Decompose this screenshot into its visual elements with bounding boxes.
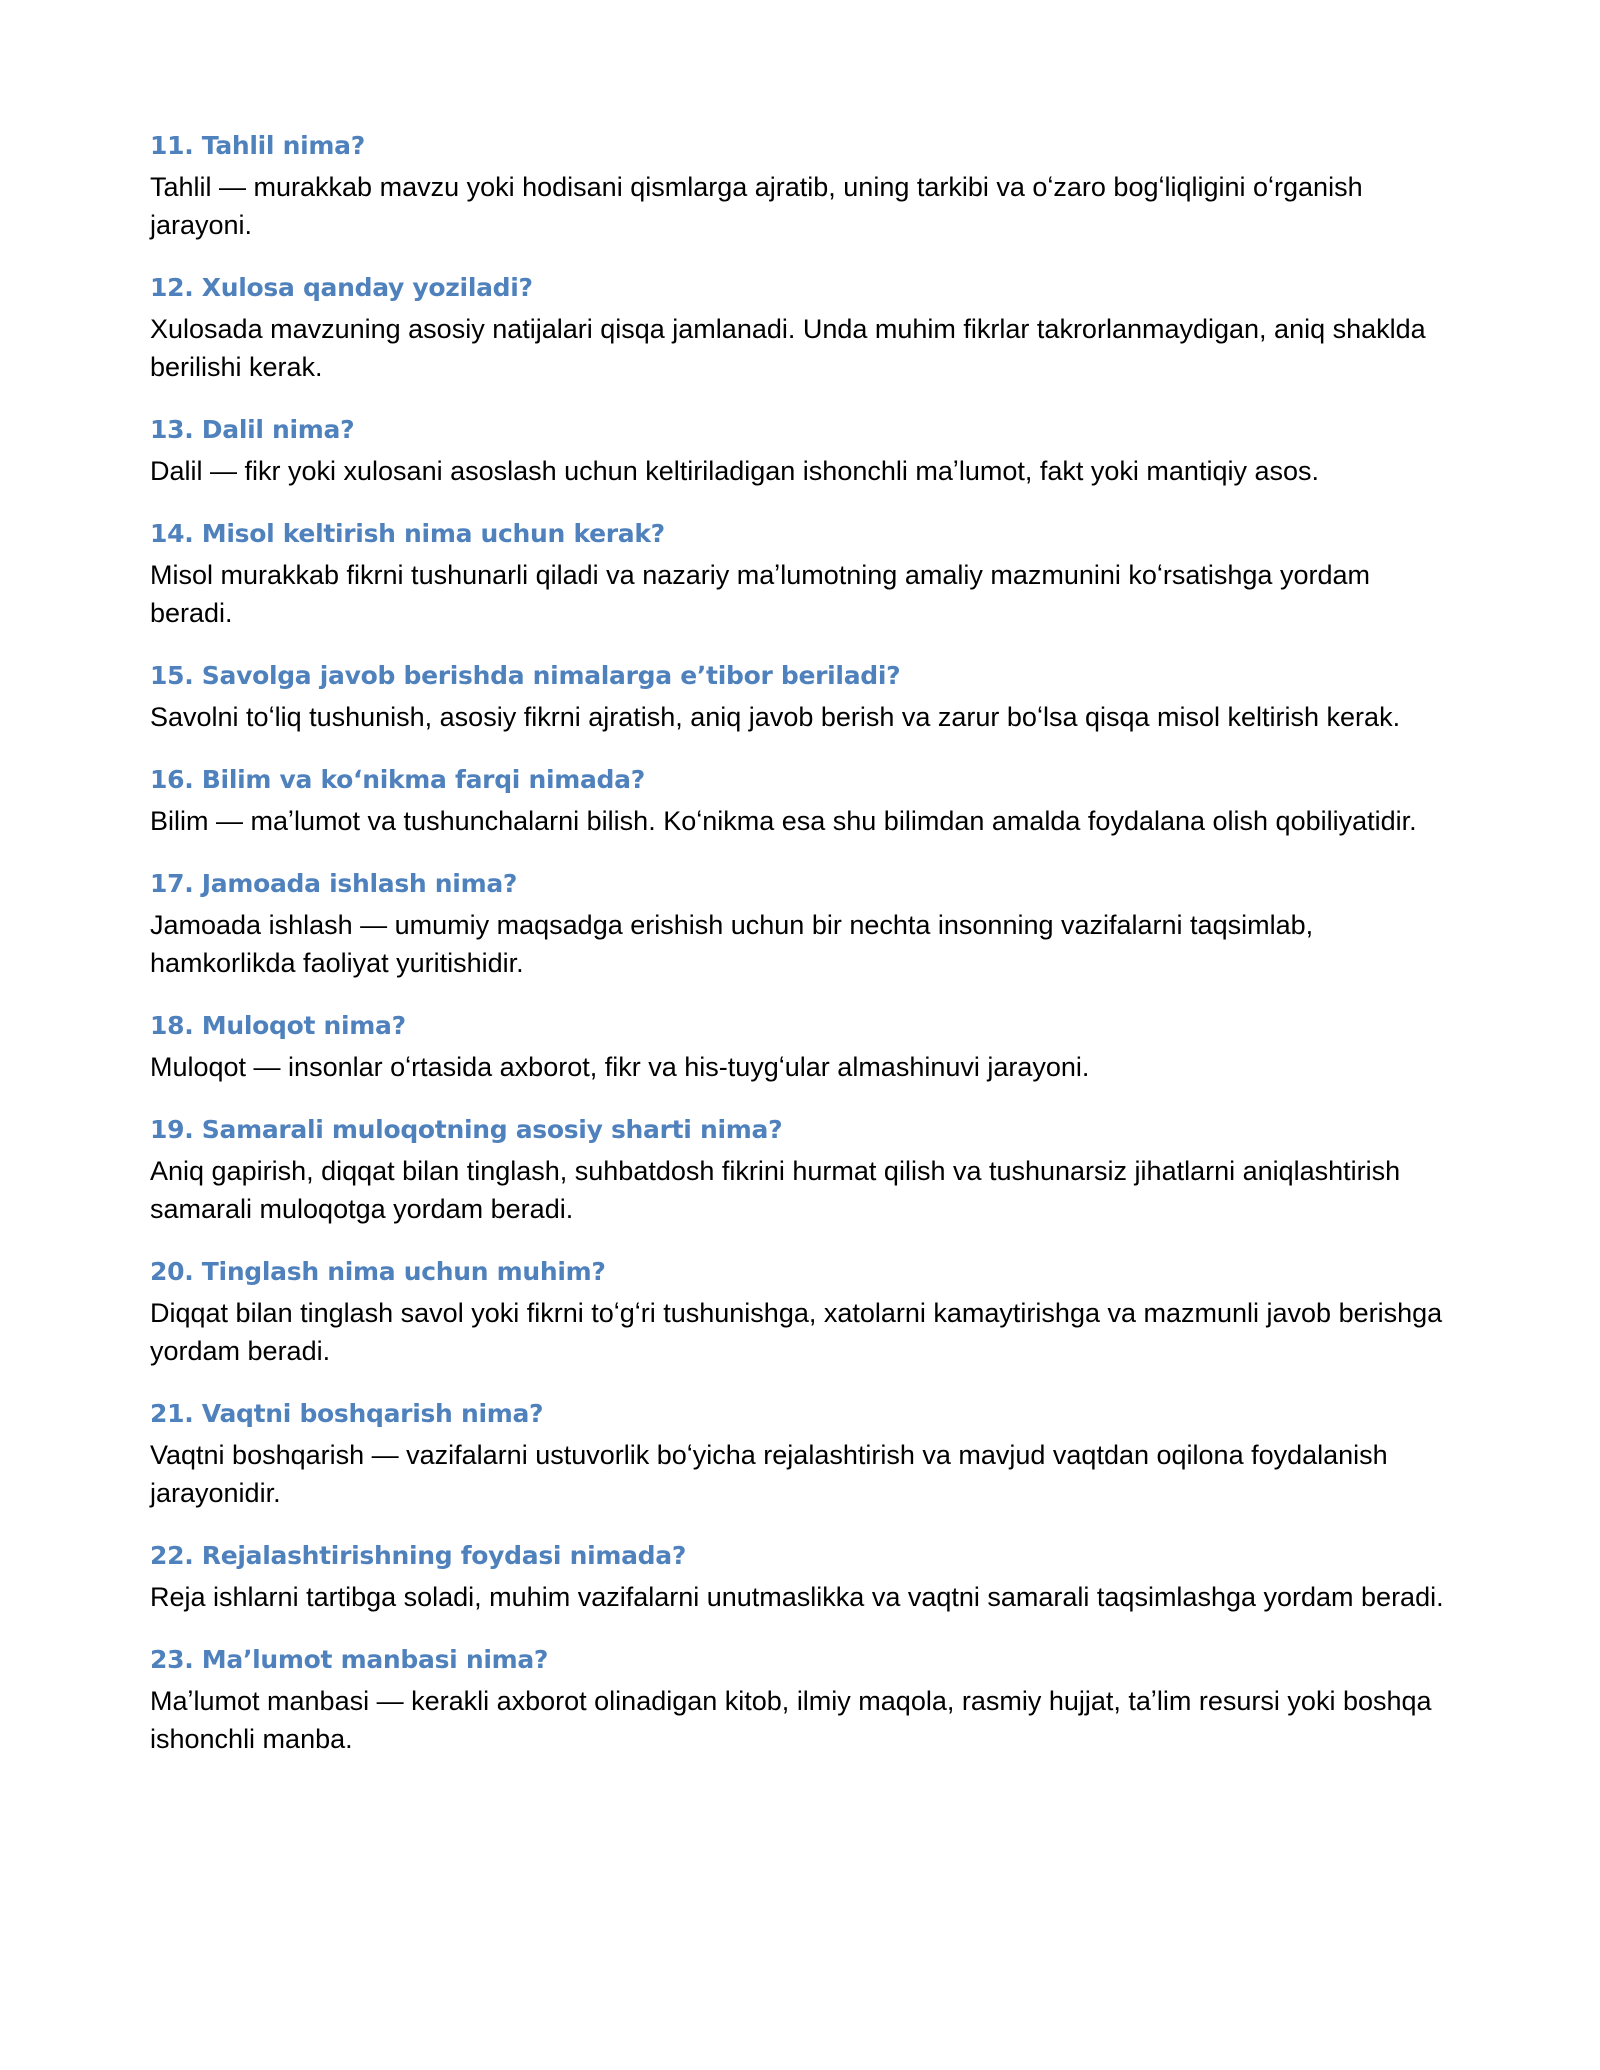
answer-text: Reja ishlarni tartibga soladi, muhim vazifalarni unutmaslikka va vaqtni samarali taqsimlashga yordam beradi. bbox=[150, 1582, 1444, 1612]
document-page bbox=[150, 130, 1450, 1786]
answer-text: Jamoada ishlash — umumiy maqsadga erishish uchun bir nechta insonning vazifalarni taqsimlab, hamkorlikda faoliyat yuritishidir. bbox=[150, 910, 1314, 978]
qa-item bbox=[150, 1256, 1450, 1370]
answer-text: Maʼlumot manbasi — kerakli axborot olinadigan kitob, ilmiy maqola, rasmiy hujjat, taʼlim resursi yoki boshqa ishonchli manba. bbox=[150, 1686, 1432, 1754]
question-heading: 22. Rejalashtirishning foydasi nimada? bbox=[150, 1541, 687, 1570]
answer-text: Vaqtni boshqarish — vazifalarni ustuvorlik boʻyicha rejalashtirish va mavjud vaqtdan oqilona foydalanish jarayonidir. bbox=[150, 1440, 1388, 1508]
qa-item bbox=[150, 130, 1450, 244]
question-heading: 18. Muloqot nima? bbox=[150, 1011, 406, 1040]
question-heading: 11. Tahlil nima? bbox=[150, 131, 365, 160]
qa-item bbox=[150, 414, 1450, 490]
qa-item bbox=[150, 868, 1450, 982]
answer-text: Dalil — fikr yoki xulosani asoslash uchun keltiriladigan ishonchli maʼlumot, fakt yoki mantiqiy asos. bbox=[150, 456, 1320, 486]
qa-item bbox=[150, 1540, 1450, 1616]
answer-text: Savolni toʻliq tushunish, asosiy fikrni ajratish, aniq javob berish va zarur boʻlsa qisqa misol keltirish kerak. bbox=[150, 702, 1401, 732]
question-heading: 21. Vaqtni boshqarish nima? bbox=[150, 1399, 544, 1428]
question-heading: 15. Savolga javob berishda nimalarga eʼtibor beriladi? bbox=[150, 661, 901, 690]
question-heading: 16. Bilim va koʻnikma farqi nimada? bbox=[150, 765, 645, 794]
qa-item bbox=[150, 1398, 1450, 1512]
question-heading: 14. Misol keltirish nima uchun kerak? bbox=[150, 519, 665, 548]
question-heading: 12. Xulosa qanday yoziladi? bbox=[150, 273, 533, 302]
question-heading: 17. Jamoada ishlash nima? bbox=[150, 869, 518, 898]
answer-text: Aniq gapirish, diqqat bilan tinglash, suhbatdosh fikrini hurmat qilish va tushunarsiz jihatlarni aniqlashtirish samarali muloqotga yordam beradi. bbox=[150, 1156, 1401, 1224]
question-heading: 23. Maʼlumot manbasi nima? bbox=[150, 1645, 549, 1674]
question-heading: 13. Dalil nima? bbox=[150, 415, 355, 444]
question-heading: 20. Tinglash nima uchun muhim? bbox=[150, 1257, 606, 1286]
qa-item bbox=[150, 518, 1450, 632]
answer-text: Xulosada mavzuning asosiy natijalari qisqa jamlanadi. Unda muhim fikrlar takrorlanmaydigan, aniq shaklda berilishi kerak. bbox=[150, 314, 1426, 382]
answer-text: Diqqat bilan tinglash savol yoki fikrni toʻgʻri tushunishga, xatolarni kamaytirishga va mazmunli javob berishga yordam beradi. bbox=[150, 1298, 1443, 1366]
question-heading: 19. Samarali muloqotning asosiy sharti nima? bbox=[150, 1115, 783, 1144]
qa-item bbox=[150, 660, 1450, 736]
answer-text: Muloqot — insonlar oʻrtasida axborot, fikr va his-tuygʻular almashinuvi jarayoni. bbox=[150, 1052, 1090, 1082]
answer-text: Tahlil — murakkab mavzu yoki hodisani qismlarga ajratib, uning tarkibi va oʻzaro bogʻliqligini oʻrganish jarayoni. bbox=[150, 172, 1363, 240]
answer-text: Misol murakkab fikrni tushunarli qiladi va nazariy maʼlumotning amaliy mazmunini koʻrsatishga yordam beradi. bbox=[150, 560, 1370, 628]
answer-text: Bilim — maʼlumot va tushunchalarni bilish. Koʻnikma esa shu bilimdan amalda foydalana olish qobiliyatidir. bbox=[150, 806, 1417, 836]
qa-item bbox=[150, 272, 1450, 386]
qa-item bbox=[150, 1644, 1450, 1758]
qa-item bbox=[150, 1010, 1450, 1086]
qa-item bbox=[150, 1114, 1450, 1228]
qa-item bbox=[150, 764, 1450, 840]
